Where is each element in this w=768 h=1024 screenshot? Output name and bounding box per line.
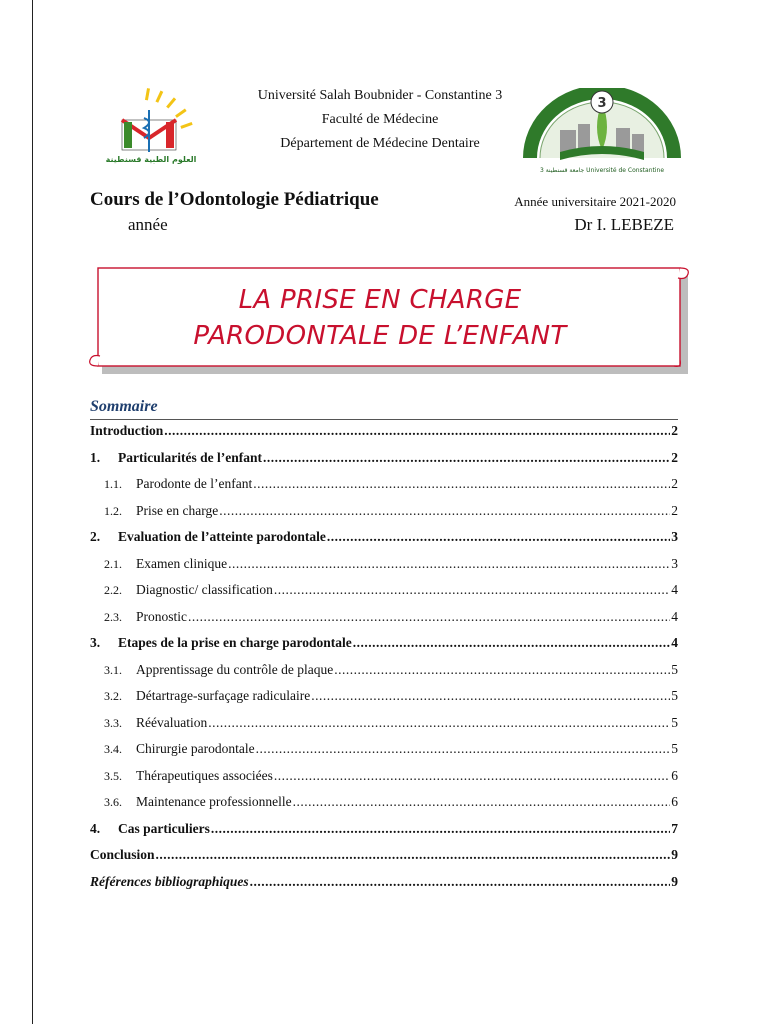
toc-entry-label: Références bibliographiques <box>90 874 249 889</box>
course-level: année <box>128 215 168 234</box>
toc-entry-page: 2 <box>671 450 678 465</box>
toc-entry-number: 3.1. <box>104 663 122 677</box>
toc-leader-dots <box>211 821 670 837</box>
toc-entry-page: 9 <box>671 874 678 889</box>
toc-leader-dots <box>188 609 670 625</box>
toc-entry-label: Pronostic <box>136 609 188 624</box>
right-logo-text: جامعة قسنطينة 3 Université de Constantine <box>539 167 665 174</box>
toc-entry-3-2[interactable] <box>90 688 678 708</box>
document-title <box>100 282 660 354</box>
university-name: Université Salah Boubnider - Constantine 3 <box>257 88 503 103</box>
toc-entry-3-1[interactable] <box>90 662 678 682</box>
toc-entry-1[interactable] <box>90 450 678 470</box>
toc-entry-number: 1.2. <box>104 504 122 518</box>
toc-entry-2-1[interactable] <box>90 556 678 576</box>
toc-divider <box>90 419 678 420</box>
toc-leader-dots <box>327 529 670 545</box>
toc-entry-2-2[interactable] <box>90 582 678 602</box>
toc-entry-number: 3.3. <box>104 716 122 730</box>
toc-entry-3[interactable] <box>90 635 678 655</box>
toc-entry-number: 3.5. <box>104 769 122 783</box>
toc-leader-dots <box>353 635 671 651</box>
toc-entry-number: 2.2. <box>104 583 122 597</box>
toc-entry-1-1[interactable] <box>90 476 678 496</box>
faculty-logo <box>94 88 198 184</box>
toc-entry-4[interactable] <box>90 821 678 841</box>
document-title-line-1: LA PRISE EN CHARGE <box>238 285 522 315</box>
toc-entry-label: Thérapeutiques associées <box>136 768 273 783</box>
institution-header <box>200 84 560 156</box>
toc-entry-number: 2.1. <box>104 557 122 571</box>
toc-entry-label: Particularités de l’enfant <box>118 450 262 465</box>
toc-entry-page: 3 <box>671 556 678 571</box>
toc-entry-label: Chirurgie parodontale <box>136 741 255 756</box>
left-logo-text: العلوم الطبية قسنطينة <box>105 155 197 164</box>
toc-entry-label: Introduction <box>90 423 164 438</box>
toc-entry-label: Etapes de la prise en charge parodontale <box>118 635 352 650</box>
toc-entry-label: Parodonte de l’enfant <box>136 476 253 491</box>
toc-entry-number: 4. <box>90 821 101 836</box>
toc-leader-dots <box>219 503 670 519</box>
toc-entry-3-5[interactable] <box>90 768 678 788</box>
toc-leader-dots <box>334 662 670 678</box>
toc-entry-page: 3 <box>671 529 678 544</box>
toc-entry-number: 2.3. <box>104 610 122 624</box>
toc-entry-number: 2. <box>90 529 101 544</box>
toc-entry-label: Réévaluation <box>136 715 208 730</box>
toc-leader-dots <box>274 768 670 784</box>
toc-entry-references[interactable] <box>90 874 678 894</box>
university-logo <box>520 88 684 174</box>
toc-entry-introduction[interactable] <box>90 423 678 443</box>
toc-entry-page: 5 <box>671 688 678 703</box>
toc-entry-page: 7 <box>671 821 678 836</box>
teacher-name: Dr I. LEBEZE <box>574 215 674 234</box>
toc-leader-dots <box>228 556 670 572</box>
toc-leader-dots <box>156 847 671 863</box>
course-title: Cours de l’Odontologie Pédiatrique <box>90 189 379 210</box>
page-left-border <box>32 0 33 1024</box>
academic-year: Année universitaire 2021-2020 <box>514 194 676 209</box>
document-title-line-2: PARODONTALE DE L’ENFANT <box>193 321 567 351</box>
toc-entry-page: 4 <box>671 635 678 650</box>
toc-entry-page: 4 <box>671 582 678 597</box>
toc-entry-conclusion[interactable] <box>90 847 678 867</box>
toc-entry-number: 3.2. <box>104 689 122 703</box>
toc-entry-page: 2 <box>671 423 678 438</box>
toc-leader-dots <box>164 423 670 439</box>
toc-entry-page: 5 <box>671 741 678 756</box>
toc-entry-3-4[interactable] <box>90 741 678 761</box>
toc-entry-label: Apprentissage du contrôle de plaque <box>136 662 334 677</box>
toc-leader-dots <box>311 688 670 704</box>
toc-leader-dots <box>263 450 670 466</box>
toc-leader-dots <box>250 874 671 890</box>
toc-entry-label: Cas particuliers <box>118 821 210 836</box>
toc-entry-label: Conclusion <box>90 847 155 862</box>
toc-entry-page: 4 <box>671 609 678 624</box>
toc-entry-number: 3. <box>90 635 101 650</box>
department-name: Département de Médecine Dentaire <box>280 136 480 151</box>
faculty-name: Faculté de Médecine <box>321 112 439 127</box>
toc-entry-3-3[interactable] <box>90 715 678 735</box>
toc-entry-number: 1.1. <box>104 477 122 491</box>
toc-heading: Sommaire <box>90 398 158 415</box>
toc-entry-label: Evaluation de l’atteinte parodontale <box>118 529 326 544</box>
toc-entry-2[interactable] <box>90 529 678 549</box>
toc-entry-page: 9 <box>671 847 678 862</box>
toc-entry-number: 3.4. <box>104 742 122 756</box>
toc-entry-page: 6 <box>671 768 678 783</box>
toc-entry-3-6[interactable] <box>90 794 678 814</box>
toc-leader-dots <box>256 741 671 757</box>
toc-entry-1-2[interactable] <box>90 503 678 523</box>
svg-text:3: 3 <box>597 96 607 111</box>
toc-entry-page: 2 <box>671 476 678 491</box>
toc-entry-label: Diagnostic/ classification <box>136 582 273 597</box>
toc-entry-label: Examen clinique <box>136 556 228 571</box>
toc-entry-page: 2 <box>671 503 678 518</box>
toc-entry-number: 3.6. <box>104 795 122 809</box>
toc-entry-page: 5 <box>671 662 678 677</box>
toc-entry-2-3[interactable] <box>90 609 678 629</box>
toc-entry-label: Prise en charge <box>136 503 219 518</box>
toc-leader-dots <box>253 476 670 492</box>
toc-entry-number: 1. <box>90 450 101 465</box>
toc-leader-dots <box>274 582 670 598</box>
course-header-row <box>90 189 678 213</box>
toc-entry-page: 6 <box>671 794 678 809</box>
toc-entry-label: Maintenance professionnelle <box>136 794 292 809</box>
toc-leader-dots <box>208 715 670 731</box>
toc-entry-label: Détartrage-surfaçage radiculaire <box>136 688 311 703</box>
toc-leader-dots <box>293 794 671 810</box>
toc-entry-page: 5 <box>671 715 678 730</box>
